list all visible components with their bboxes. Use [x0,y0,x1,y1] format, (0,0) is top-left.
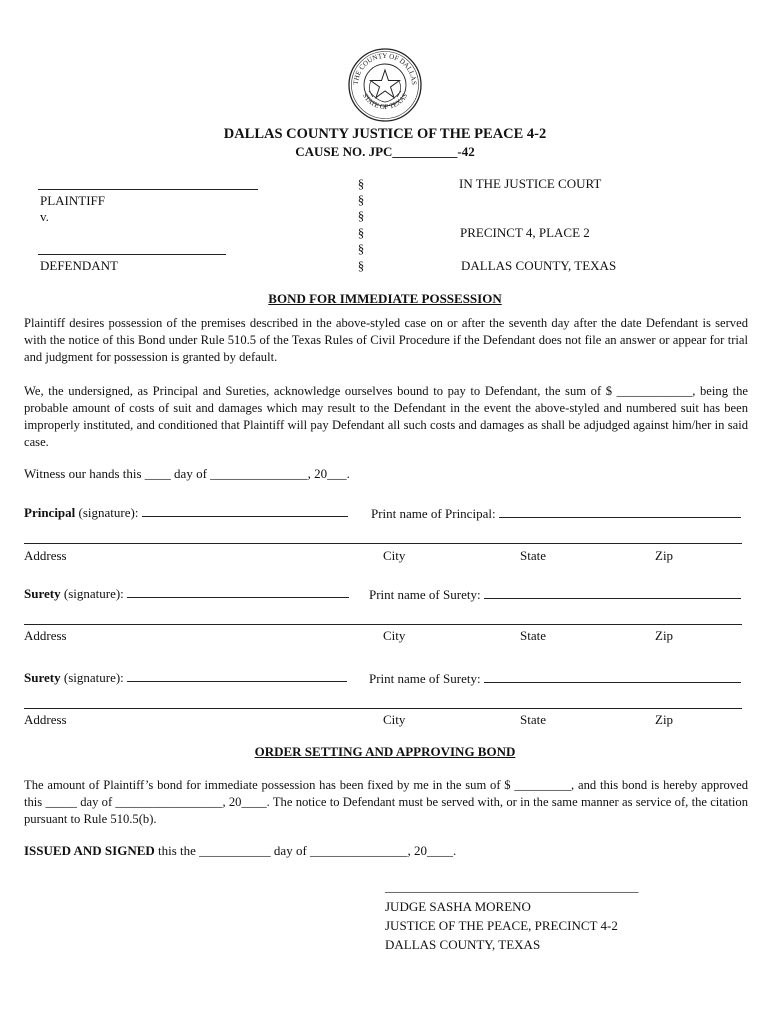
surety-1-print-row [369,586,741,603]
signature-suffix: (signature): [60,586,128,601]
witness-line: Witness our hands this ____ day of _______________, 20___. [24,466,350,481]
print-principal-label: Print name of Principal: [371,506,499,521]
dallas-county-seal [347,47,423,123]
principal-signature-row [24,504,348,521]
seal-top-text: THE COUNTY OF DALLAS [351,51,419,86]
surety-label: Surety [24,586,61,601]
cause-label: CAUSE NO. JPC [295,144,393,159]
bond-title: BOND FOR IMMEDIATE POSSESSION [268,291,502,306]
principal-print-row [371,505,741,522]
surety-2-print-name-field[interactable] [484,670,741,683]
zip-label: Zip [655,548,674,563]
state-label: State [520,548,546,563]
city-label: City [383,628,406,643]
order-title: ORDER SETTING AND APPROVING BOND [254,744,516,759]
court-title: DALLAS COUNTY JUSTICE OF THE PEACE 4-2 [223,126,547,142]
cause-blank: __________ [392,144,458,159]
signature-suffix: (signature): [75,505,142,520]
surety-1-print-name-field[interactable] [484,586,741,599]
plaintiff-name-line [38,189,258,190]
surety-2-print-row [369,670,741,687]
section-symbol: § [357,258,365,273]
city-label: City [383,712,406,727]
section-symbol: § [357,225,365,240]
issued-signed-text: this the ___________ day of _______________, 20____. [154,843,457,858]
surety-label: Surety [24,670,61,685]
state-label: State [520,628,546,643]
zip-label: Zip [655,628,674,643]
surety-1-signature-row [24,585,349,602]
seal-bottom-text: STATE OF TEXAS [360,91,410,112]
cause-suffix: -42 [457,144,475,159]
section-symbol: § [357,192,365,207]
signature-suffix: (signature): [60,670,128,685]
judge-title: JUSTICE OF THE PEACE, PRECINCT 4-2 [385,918,618,933]
svg-text:STATE OF TEXAS [361,92,410,111]
surety-2-signature-row [24,669,347,686]
principal-signature-field[interactable] [142,504,348,517]
order-paragraph: The amount of Plaintiff’s bond for immediate possession has been fixed by me in the sum of $ _________, and this bond is hereby approved this _____ day of _________________, 20____. The notice to Defendant must be served with, or in the same manner as service of, the citation pursuant to Rule 510.5(b). [24,778,748,826]
principal-label: Principal [24,505,76,520]
address-label: Address [24,548,67,563]
issued-signed-label: ISSUED AND SIGNED [24,843,155,858]
star-icon [371,70,400,98]
versus-label: v. [40,209,49,224]
defendant-name-line [38,254,226,255]
principal-print-name-field[interactable] [499,505,741,518]
judge-signature-field[interactable]: _______________________________________ [385,879,639,894]
print-surety-label: Print name of Surety: [369,671,484,686]
zip-label: Zip [655,712,674,727]
judge-name: JUDGE SASHA MORENO [385,899,531,914]
court-name: IN THE JUSTICE COURT [459,176,602,191]
defendant-label: DEFENDANT [40,258,118,273]
surety-1-signature-field[interactable] [127,585,349,598]
address-label: Address [24,712,67,727]
bond-paragraph-2: We, the undersigned, as Principal and Sureties, acknowledge ourselves bound to pay to Defendant, the sum of $ ____________, being the probable amount of costs of suit and damages which may result to the Defendant in the event the above-styled and numbered suit has been improperly instituted, and conditioned that Plaintiff will pay Defendant all such costs and damages as shall be adjudged against him/her in said case. [24,384,748,449]
surety-2-address-field[interactable] [24,708,742,709]
court-precinct: PRECINCT 4, PLACE 2 [460,225,590,240]
principal-address-field[interactable] [24,543,742,544]
judge-county: DALLAS COUNTY, TEXAS [385,937,541,952]
section-symbol: § [357,208,365,223]
surety-1-address-field[interactable] [24,624,742,625]
city-label: City [383,548,406,563]
print-surety-label: Print name of Surety: [369,587,484,602]
issued-signed-line [24,843,456,859]
cause-number [0,144,770,160]
section-symbol: § [357,176,365,191]
plaintiff-label: PLAINTIFF [40,193,106,208]
bond-paragraph-1: Plaintiff desires possession of the premises described in the above-styled case on or after the seventh day after the date Defendant is served with the notice of this Bond under Rule 510.5 of the Texas Rules of Civil Procedure if the Defendant does not file an answer or appear for trial and judgment for possession is granted by default. [24,316,748,364]
state-label: State [520,712,546,727]
surety-2-signature-field[interactable] [127,669,347,682]
section-symbol: § [357,241,365,256]
court-county: DALLAS COUNTY, TEXAS [461,258,617,273]
address-label: Address [24,628,67,643]
